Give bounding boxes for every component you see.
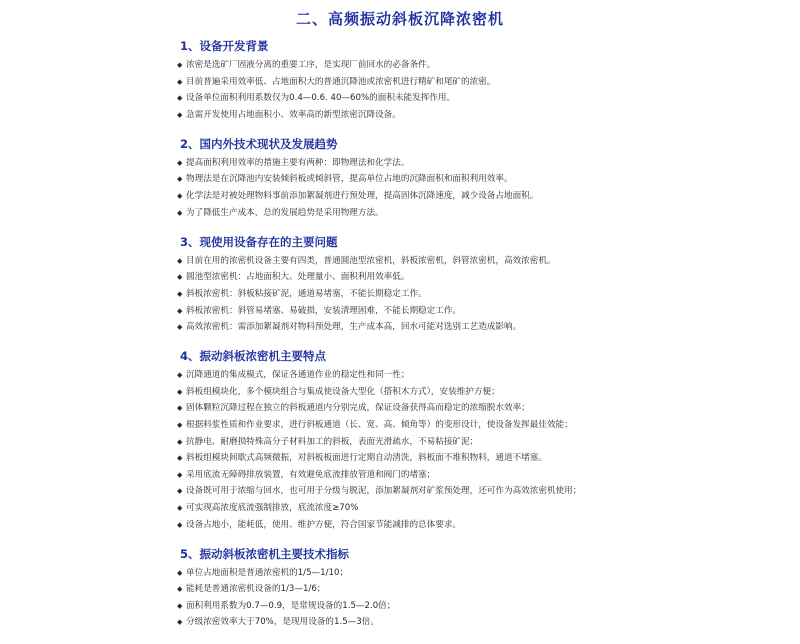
list-item xyxy=(177,205,777,222)
list-item xyxy=(177,171,777,188)
diamond-bullet-icon: ◆ xyxy=(177,77,183,86)
list-item xyxy=(177,90,777,107)
diamond-bullet-icon: ◆ xyxy=(177,470,183,479)
diamond-bullet-icon: ◆ xyxy=(177,568,183,577)
list-item-text: 斜板组模块化，多个模块组合与集成使设备大型化（搭积木方式），安装维护方便； xyxy=(186,386,500,397)
list-item xyxy=(177,483,777,500)
list-item-text: 斜板浓密机：斜板粘接矿泥，通道易堵塞，不能长期稳定工作。 xyxy=(186,288,427,299)
bullet-list xyxy=(177,155,777,221)
list-item-text: 浓密是选矿厂固液分离的重要工序，是实现厂前回水的必备条件。 xyxy=(186,60,436,70)
list-item xyxy=(177,57,777,74)
diamond-bullet-icon: ◆ xyxy=(177,371,183,380)
diamond-bullet-icon: ◆ xyxy=(177,306,183,315)
list-item xyxy=(177,269,777,286)
list-item-text: 为了降低生产成本，总的发展趋势是采用物理方法。 xyxy=(186,207,384,218)
list-item xyxy=(177,107,777,124)
section-2 xyxy=(177,136,777,221)
list-item xyxy=(177,581,777,598)
list-item xyxy=(177,417,777,434)
section-heading: 4、振动斜板浓密机主要特点 xyxy=(180,349,327,364)
list-item xyxy=(177,286,777,303)
diamond-bullet-icon: ◆ xyxy=(177,192,183,201)
list-item xyxy=(177,467,777,484)
section-heading: 5、振动斜板浓密机主要技术指标 xyxy=(180,546,349,561)
list-item xyxy=(177,614,777,631)
list-item-text: 提高面积利用效率的措施主要有两种：即物理法和化学法。 xyxy=(186,157,410,168)
diamond-bullet-icon: ◆ xyxy=(177,175,183,184)
diamond-bullet-icon: ◆ xyxy=(177,454,183,463)
list-item xyxy=(177,155,777,172)
diamond-bullet-icon: ◆ xyxy=(177,289,183,298)
list-item xyxy=(177,319,777,336)
diamond-bullet-icon: ◆ xyxy=(177,601,183,610)
diamond-bullet-icon: ◆ xyxy=(177,585,183,594)
list-item-text: 圆池型浓密机：占地面积大、处理量小、面积利用效率低。 xyxy=(186,272,410,283)
list-item-text: 高效浓密机：需添加絮凝剂对物料预处理，生产成本高，回水可能对选别工艺造成影响。 xyxy=(186,322,522,333)
list-item xyxy=(177,253,777,270)
list-item xyxy=(177,74,777,91)
diamond-bullet-icon: ◆ xyxy=(177,61,183,69)
diamond-bullet-icon: ◆ xyxy=(177,437,183,446)
list-item xyxy=(177,565,777,582)
list-item-text: 根据料浆性质和作业要求，进行斜板通道（长、宽、高、倾角等）的变形设计，使设备发挥最佳效能； xyxy=(186,420,573,430)
diamond-bullet-icon: ◆ xyxy=(177,110,183,119)
list-item-text: 固体颗粒沉降过程在独立的斜板通道内分别完成，保证设备获得高而稳定的浓缩脱水效率； xyxy=(186,403,530,414)
section-4 xyxy=(177,348,777,533)
page-title: 二、高频振动斜板沉降浓密机 xyxy=(295,10,504,28)
diamond-bullet-icon: ◆ xyxy=(177,404,183,413)
diamond-bullet-icon: ◆ xyxy=(177,618,183,627)
bullet-list xyxy=(177,253,777,336)
list-item-text: 单位占地面积是普通浓密机的1/5—1/10； xyxy=(186,567,349,578)
list-item-text: 急需开发使用占地面积小、效率高的新型浓密沉降设备。 xyxy=(186,109,401,120)
document-body xyxy=(177,38,777,644)
list-item-text: 化学法是对被处理物料事前添加絮凝剂进行预处理，提高固体沉降速度，减少设备占地面积。 xyxy=(186,191,539,202)
diamond-bullet-icon: ◆ xyxy=(177,208,183,217)
diamond-bullet-icon: ◆ xyxy=(177,323,183,332)
list-item xyxy=(177,384,777,401)
list-item-text: 斜板组模块间歇式高频微振，对斜板板面进行定期自动清洗，斜板面不堆积物料，通道不堵塞。 xyxy=(186,453,547,464)
list-item-text: 设备单位面积利用系数仅为0.4—0.6. 40—60%的面积未能发挥作用。 xyxy=(186,93,456,104)
list-item-text: 面积利用系数为0.7—0.9，是常规设备的1.5—2.0倍； xyxy=(186,600,396,611)
bullet-list xyxy=(177,57,777,123)
list-item xyxy=(177,188,777,205)
section-5 xyxy=(177,546,777,631)
diamond-bullet-icon: ◆ xyxy=(177,256,183,265)
list-item xyxy=(177,367,777,384)
list-item xyxy=(177,517,777,534)
list-item-text: 物理法是在沉降池内安装倾斜板或倾斜管，提高单位占地的沉降面积和面积利用效率。 xyxy=(186,174,513,185)
list-item-text: 可实现高浓度底流强制排放，底流浓度≥70% xyxy=(186,502,359,513)
section-heading: 1、设备开发背景 xyxy=(180,39,269,53)
diamond-bullet-icon: ◆ xyxy=(177,487,183,496)
diamond-bullet-icon: ◆ xyxy=(177,520,183,529)
section-3 xyxy=(177,234,777,336)
list-item-text: 设备占地小，能耗低，使用、维护方便，符合国家节能减排的总体要求。 xyxy=(186,519,462,530)
list-item xyxy=(177,434,777,451)
list-item xyxy=(177,450,777,467)
list-item-text: 沉降通道的集成模式，保证各通道作业的稳定性和同一性； xyxy=(186,370,410,381)
section-1 xyxy=(177,38,777,123)
list-item-text: 设备既可用于浓缩与回水，也可用于分级与脱泥，添加絮凝剂对矿浆预处理，还可作为高效浓密机使用； xyxy=(186,486,582,497)
list-item xyxy=(177,500,777,517)
bullet-list xyxy=(177,565,777,631)
list-item-text: 斜板浓密机：斜管易堵塞、易破损，安装清理困难，不能长期稳定工作。 xyxy=(186,305,462,316)
list-item-text: 分级浓密效率大于70%，是现用设备的1.5—3倍。 xyxy=(186,617,379,628)
list-item xyxy=(177,598,777,615)
diamond-bullet-icon: ◆ xyxy=(177,503,183,512)
section-heading: 3、现使用设备存在的主要问题 xyxy=(180,234,338,249)
list-item-text: 目前普遍采用效率低、占地面积大的普通沉降池或浓密机进行精矿和尾矿的浓密。 xyxy=(186,76,496,87)
diamond-bullet-icon: ◆ xyxy=(177,94,183,103)
diamond-bullet-icon: ◆ xyxy=(177,273,183,282)
list-item-text: 采用底流无障碍排放装置，有效避免底流排放管道和阀门的堵塞； xyxy=(186,469,436,480)
diamond-bullet-icon: ◆ xyxy=(177,158,183,167)
diamond-bullet-icon: ◆ xyxy=(177,387,183,396)
list-item xyxy=(177,400,777,417)
diamond-bullet-icon: ◆ xyxy=(177,421,183,429)
bullet-list xyxy=(177,367,777,533)
list-item-text: 目前在用的浓密机设备主要有四类，普通圆池型浓密机，斜板浓密机，斜管浓密机，高效浓密机。 xyxy=(186,255,556,266)
list-item-text: 抗静电、耐磨损特殊高分子材料加工的斜板，表面光滑疏水，不易粘接矿泥； xyxy=(186,436,479,447)
list-item xyxy=(177,303,777,320)
section-heading: 2、国内外技术现状及发展趋势 xyxy=(180,136,338,151)
list-item-text: 能耗是普通浓密机设备的1/3—1/6； xyxy=(186,584,326,595)
